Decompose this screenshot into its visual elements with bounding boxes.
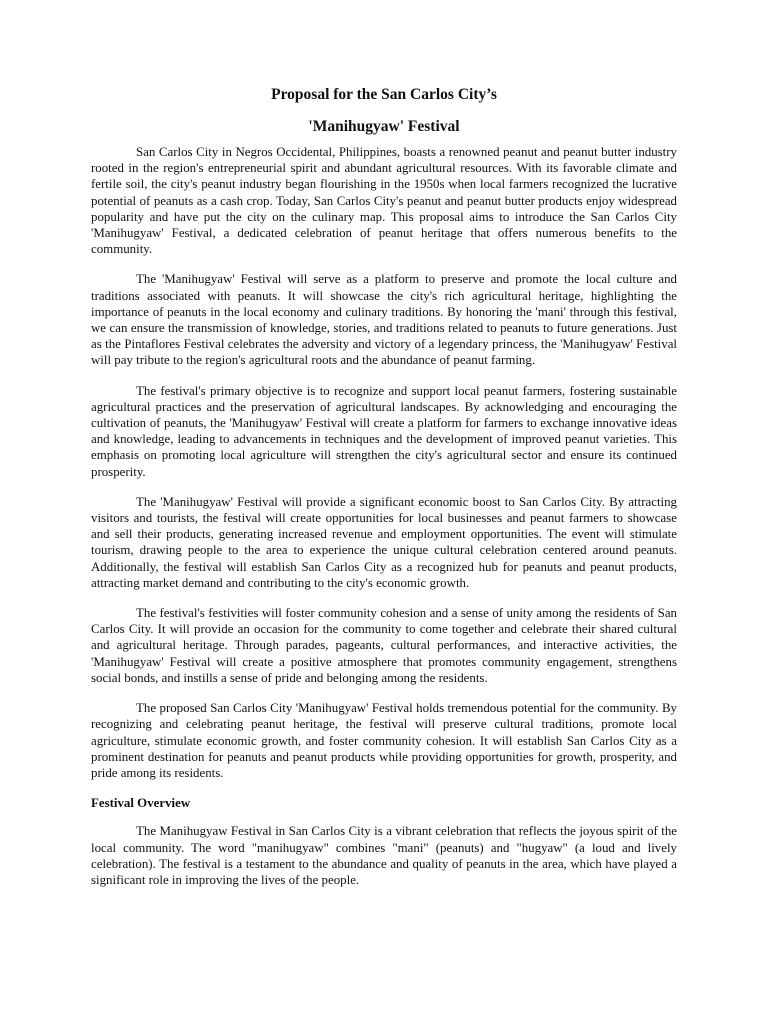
paragraph-community: The festival's festivities will foster community cohesion and a sense of unity among the residents of San Carlos City. It will provide an occasion for the community to come together and celebrate their shared cultural and agricultural heritage. Through parades, pageants, cultural performances, and interactive activities, the 'Manihugyaw' Festival will create a positive atmosphere that promotes community engagement, strengthens social bonds, and instills a sense of pride and belonging among the residents. bbox=[91, 606, 677, 685]
document-body bbox=[91, 144, 677, 902]
paragraph-conclusion: The proposed San Carlos City 'Manihugyaw' Festival holds tremendous potential for the community. By recognizing and celebrating peanut heritage, the festival will preserve cultural traditions, promote local agriculture, stimulate economic growth, and foster community cohesion. It will establish San Carlos City as a prominent destination for peanuts and peanut products while providing opportunities for growth, prosperity, and pride among its residents. bbox=[91, 701, 677, 780]
document-title: Proposal for the San Carlos City’s bbox=[271, 86, 497, 103]
section-heading: Festival Overview bbox=[91, 796, 191, 811]
document-subtitle: 'Manihugyaw' Festival bbox=[308, 118, 460, 135]
paragraph-overview: The Manihugyaw Festival in San Carlos City is a vibrant celebration that reflects the joyous spirit of the local community. The word "manihugyaw" combines "mani" (peanuts) and "hugyaw" (a loud and lively celebration). The festival is a testament to the abundance and quality of peanuts in the area, which have played a significant role in improving the lives of the people. bbox=[91, 824, 677, 887]
paragraph-culture: The 'Manihugyaw' Festival will serve as a platform to preserve and promote the local culture and traditions associated with peanuts. It will showcase the city's rich agricultural heritage, highlighting the importance of peanuts in the local economy and culinary traditions. By honoring the 'mani' through this festival, we can ensure the transmission of knowledge, stories, and traditions related to peanuts to future generations. Just as the Pintaflores Festival celebrates the adversity and victory of a legendary princess, the 'Manihugyaw' Festival will pay tribute to the region's agricultural roots and the abundance of peanut farming. bbox=[91, 272, 677, 368]
paragraph-economy: The 'Manihugyaw' Festival will provide a significant economic boost to San Carlos City. By attracting visitors and tourists, the festival will create opportunities for local businesses and peanut farmers to showcase and sell their products, generating increased revenue and employment opportunities. The event will stimulate tourism, drawing people to the area to experience the unique cultural celebration centered around peanuts. Additionally, the festival will establish San Carlos City as a recognized hub for peanuts and peanut products, attracting market demand and contributing to the city's economic growth. bbox=[91, 494, 677, 590]
paragraph-agriculture: The festival's primary objective is to recognize and support local peanut farmers, fostering sustainable agricultural practices and the preservation of agricultural landscapes. By acknowledging and encouraging the cultivation of peanuts, the 'Manihugyaw' Festival will create a platform for farmers to exchange innovative ideas and knowledge, leading to advancements in techniques and the development of improved peanut varieties. This emphasis on promoting local agriculture will strengthen the city's agricultural sector and ensure its continued prosperity. bbox=[91, 383, 677, 479]
paragraph-introduction: San Carlos City in Negros Occidental, Philippines, boasts a renowned peanut and peanut butter industry rooted in the region's entrepreneurial spirit and abundant agricultural resources. With its favorable climate and fertile soil, the city's peanut industry began flourishing in the 1950s when local farmers recognized the lucrative potential of peanuts as a cash crop. Today, San Carlos City's peanut and peanut butter products enjoy widespread popularity and have put the city on the culinary map. This proposal aims to introduce the San Carlos City 'Manihugyaw' Festival, a dedicated celebration of peanut heritage that offers numerous benefits to the community. bbox=[91, 145, 677, 257]
